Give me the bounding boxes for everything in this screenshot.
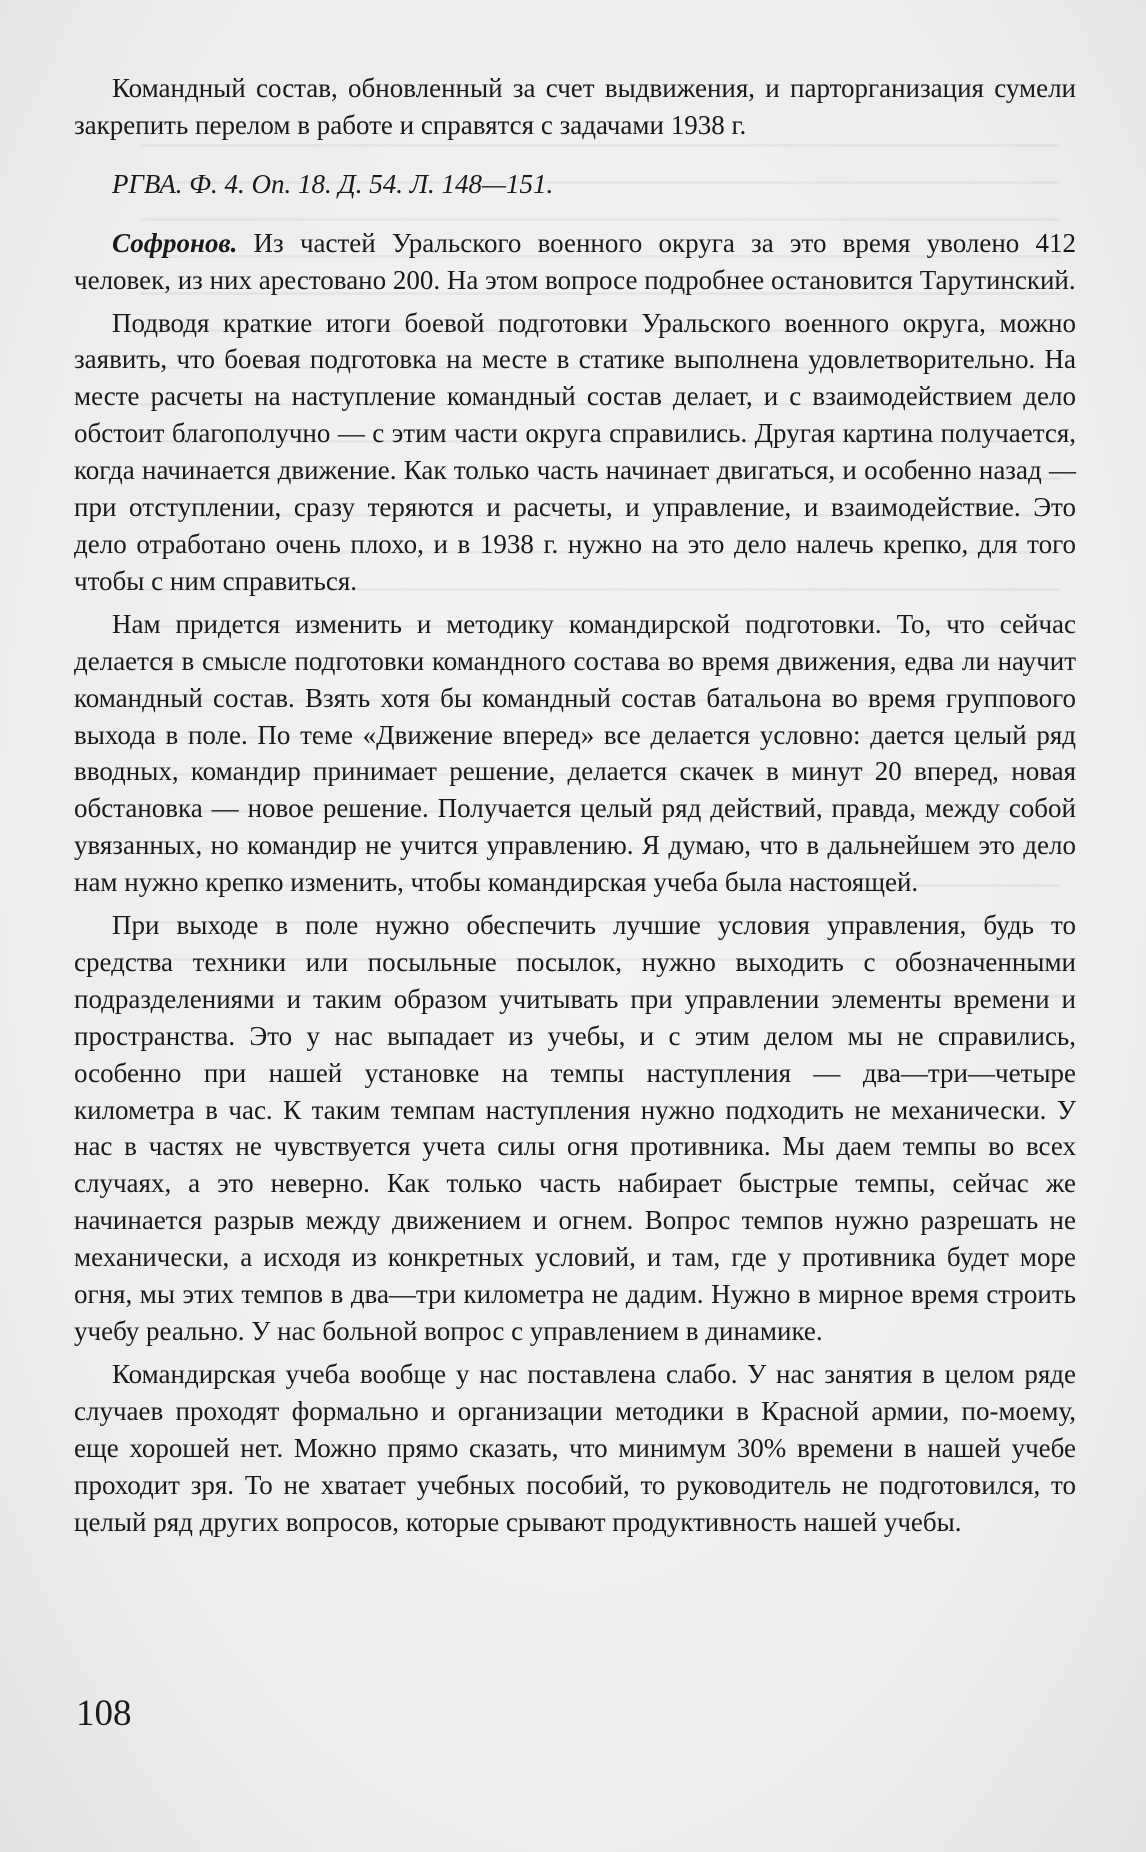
body-text bbox=[74, 70, 1076, 1540]
paragraph-1: Командный состав, обновленный за счет выдвижения, и парторганизация сумели закрепить перелом в работе и справятся с задачами 1938 г. bbox=[74, 73, 1076, 140]
paragraph-3: Подводя краткие итоги боевой подготовки Уральского военного округа, можно заявить, что боевая подготовка на месте в статике выполнена удовлетворительно. На месте расчеты на наступление командный состав делает, и с взаимодействием дело обстоит благополучно — с этим части округа справились. Другая картина получается, когда начинается движение. Как только часть начинает двигаться, и особенно назад — при отступлении, сразу теряются и расчеты, и управление, и взаимодействие. Это дело отработано очень плохо, и в 1938 г. нужно на это дело налечь крепко, для того чтобы с ним справиться. bbox=[74, 307, 1076, 596]
paragraph-5: При выходе в поле нужно обеспечить лучшие условия управления, будь то средства техники или посыльные посылок, нужно выходить с обозначенными подразделениями и таким образом учитывать при управлении элементы времени и пространства. Это у нас выпадает из учебы, и с этим делом мы не справились, особенно при нашей установке на темпы наступления — два—три—четыре километра в час. К таким темпам наступления нужно подходить не механически. У нас в частях не чувствуется учета силы огня противника. Мы даем темпы во всех случаях, а это неверно. Как только часть набирает быстрые темпы, сейчас же начинается разрыв между движением и огнем. Вопрос темпов нужно разрешать не механически, а исходя из конкретных условий, и там, где у противника будет море огня, мы этих темпов в два—три километра не дадим. Нужно в мирное время строить учебу реально. У нас больной вопрос с управлением в динамике. bbox=[74, 910, 1076, 1346]
speaker-name: Софронов. bbox=[112, 227, 238, 258]
paragraph-2 bbox=[74, 225, 1076, 299]
archive-source-reference: РГВА. Ф. 4. Оп. 18. Д. 54. Л. 148—151. bbox=[112, 168, 554, 199]
paragraph-4: Нам придется изменить и методику командирской подготовки. То, что сейчас делается в смысле подготовки командного состава во время движения, едва ли научит командный состав. Взять хотя бы командный состав батальона во время группового выхода в поле. По теме «Движение вперед» все делается условно: дается целый ряд вводных, командир принимает решение, делается скачек в минут 20 вперед, новая обстановка — новое решение. Получается целый ряд действий, правда, между собой увязанных, но командир не учится управлению. Я думаю, что в дальнейшем это дело нам нужно крепко изменить, чтобы командирская учеба была настоящей. bbox=[74, 608, 1076, 898]
page-number: 108 bbox=[76, 1693, 132, 1734]
paragraph-6: Командирская учеба вообще у нас поставлена слабо. У нас занятия в целом ряде случаев проходят формально и организации методики в Красной армии, по-моему, еще хорошей нет. Можно прямо сказать, что минимум 30% времени в нашей учебе проходит зря. То не хватает учебных пособий, то руководитель не подготовился, то целый ряд других вопросов, которые срывают продуктивность нашей учебы. bbox=[74, 1358, 1076, 1537]
paragraph-2-text: Из частей Уральского военного округа за это время уволено 412 человек, из них арестовано 200. На этом вопросе подробнее остановится Тарутинский. bbox=[74, 227, 1076, 295]
